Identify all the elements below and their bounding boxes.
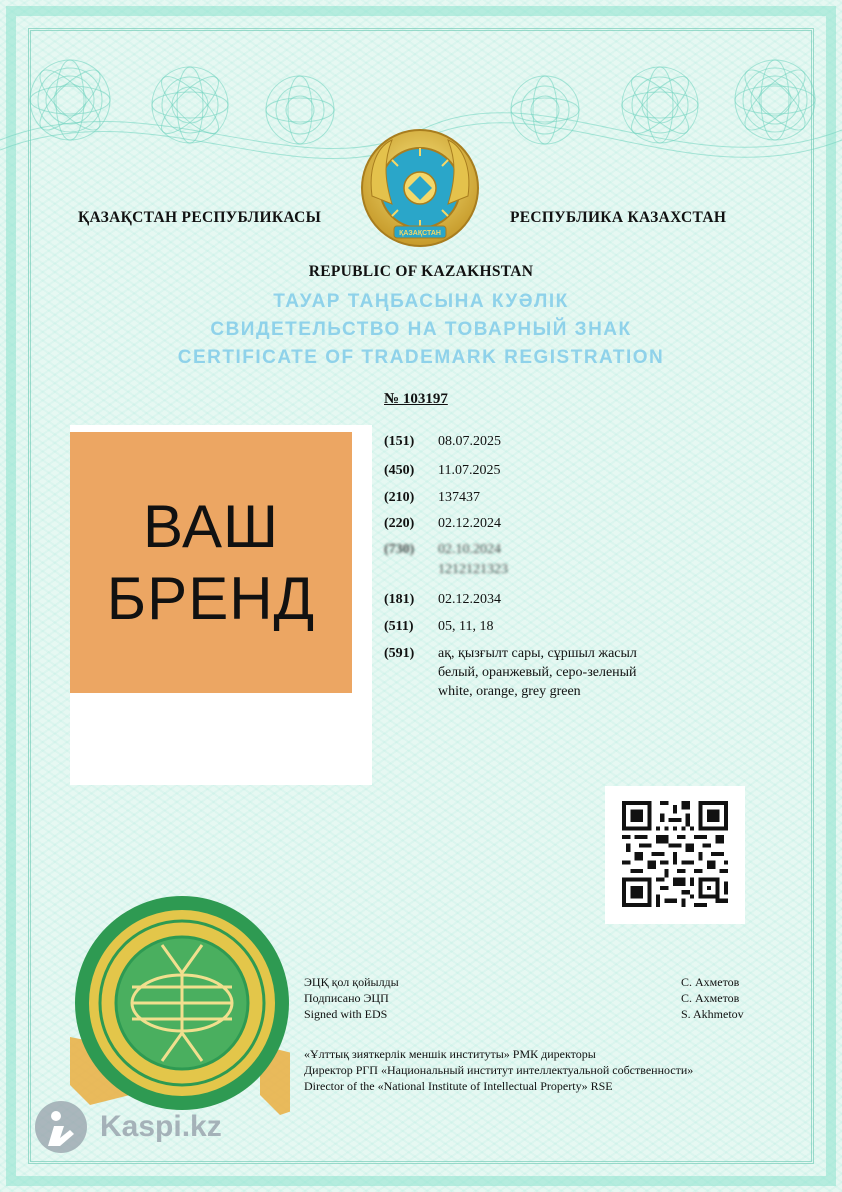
field-code-181: (181) <box>384 592 415 607</box>
field-code-220: (220) <box>384 516 415 531</box>
institute-seal-icon <box>70 895 290 1135</box>
signed-eds-ru: Подписано ЭЦП <box>304 991 389 1005</box>
field-code-730: (730) <box>384 542 415 557</box>
field-value-591-ru: белый, оранжевый, серо-зеленый <box>438 665 637 680</box>
field-value-730: 02.10.2024 <box>438 542 501 557</box>
signer-name-en: S. Akhmetov <box>681 1007 744 1021</box>
field-value-151: 08.07.2025 <box>438 434 501 449</box>
field-value-210: 137437 <box>438 490 480 505</box>
director-title-ru: Директор РГП «Национальный институт интеллектуальной собственности» <box>304 1063 694 1077</box>
qr-code <box>605 786 745 924</box>
field-code-210: (210) <box>384 490 415 505</box>
field-value-591-kz: ақ, қызғылт сары, сұршыл жасыл <box>438 646 637 661</box>
header-right-title: РЕСПУБЛИКА КАЗАХСТАН <box>510 209 727 226</box>
director-title-en: Director of the «National Institute of Intellectual Property» RSE <box>304 1079 613 1093</box>
field-code-450: (450) <box>384 463 415 478</box>
trademark-image <box>70 432 352 693</box>
emblem-label: ҚАЗАҚСТАН <box>399 230 441 237</box>
field-code-151: (151) <box>384 434 415 449</box>
signed-eds-kz: ЭЦҚ қол қойылды <box>304 975 399 989</box>
certificate-title-ru: СВИДЕТЕЛЬСТВО НА ТОВАРНЫЙ ЗНАК <box>210 319 632 340</box>
state-emblem-icon <box>358 126 482 252</box>
certificate-number: № 103197 <box>384 391 448 407</box>
kaspi-watermark <box>34 1100 222 1154</box>
field-value-450: 11.07.2025 <box>438 463 501 478</box>
director-title-kz: «Ұлттық зияткерлік меншік институты» РМК директоры <box>304 1047 596 1061</box>
field-code-591: (591) <box>384 646 415 661</box>
brand-line-2: БРЕНД <box>106 564 316 632</box>
certificate-title-en: CERTIFICATE OF TRADEMARK REGISTRATION <box>177 347 665 368</box>
kaspi-logo-icon <box>34 1100 88 1154</box>
field-value-220: 02.12.2024 <box>438 516 501 531</box>
brand-line-1: ВАШ <box>142 492 280 560</box>
signer-name-ru: С. Ахметов <box>681 991 740 1005</box>
signed-eds-en: Signed with EDS <box>304 1007 388 1021</box>
field-code-511: (511) <box>384 619 414 634</box>
certificate-title-kz: ТАУАР ТАҢБАСЫНА КУӘЛІК <box>273 291 569 312</box>
signer-name-kz: С. Ахметов <box>681 975 740 989</box>
field-value-511: 05, 11, 18 <box>438 619 494 634</box>
header-left-title: ҚАЗАҚСТАН РЕСПУБЛИКАСЫ <box>78 209 322 226</box>
qr-code-icon <box>622 801 728 907</box>
field-value-181: 02.12.2034 <box>438 592 501 607</box>
kaspi-watermark-text: Kaspi.kz <box>100 1110 222 1143</box>
field-value-730-line2: 1212121323 <box>438 562 508 577</box>
field-value-591-en: white, orange, grey green <box>438 684 581 699</box>
header-english-title: REPUBLIC OF KAZAKHSTAN <box>308 263 534 280</box>
